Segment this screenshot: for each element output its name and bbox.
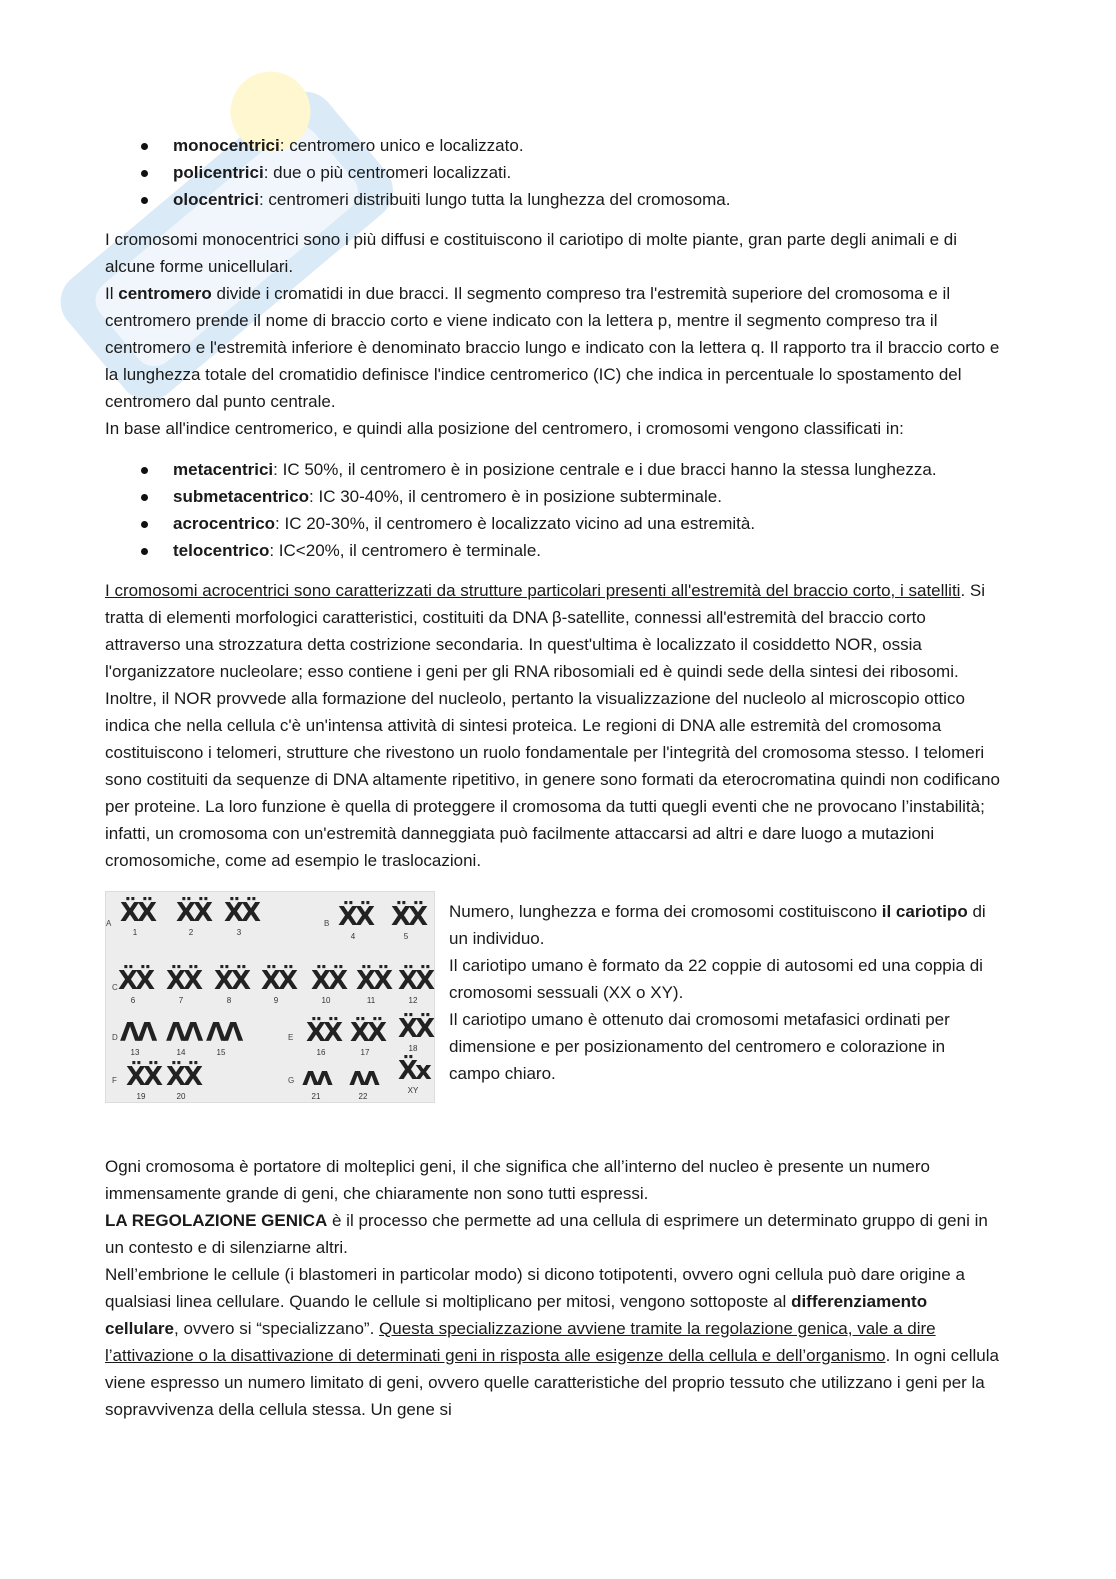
- chromosome-glyph: ΛΛ: [206, 1018, 241, 1048]
- chromosome-pair: [261, 966, 296, 1006]
- chromosome-pair: [301, 1062, 331, 1102]
- chromosome-pair: [120, 1018, 155, 1058]
- chromosome-number: 13: [130, 1048, 140, 1057]
- paragraph-centromere: Il centromero divide i cromatidi in due bracci. Il segmento compreso tra l'estremità superiore del cromosoma e il centromero prende il nome di braccio corto e viene indicato con la lettera p, mentre il segmento compreso tra il centromero e l'estremità inferiore è denominato braccio lungo e indicato con la lettera q. Il rapporto tra il braccio corto e la lunghezza totale del cromatidio definisce l'indice centromerico (IC) che indica in percentuale lo spostamento del centromero dal punto centrale.: [105, 284, 1000, 411]
- chromosome-number: 15: [216, 1048, 226, 1057]
- chromosome-glyph: ẌẌ: [356, 966, 391, 996]
- chromosome-pair: [176, 898, 211, 938]
- chromosome-glyph: ẌẌ: [214, 966, 249, 996]
- karyotype-method: Il cariotipo umano è ottenuto dai cromosomi metafasici ordinati per dimensione e per posizionamento del centromero e colorazione in campo chiaro.: [449, 1010, 950, 1083]
- paragraph-acrocentric: I cromosomi acrocentrici sono caratterizzati da strutture particolari presenti all'estremità del braccio corto, i satelliti. Si tratta di elementi morfologici caratteristici, costituiti da DNA β-satellite, connessi all'estremità del braccio corto attraverso una strozzatura detta costrizione secondaria. In quest'ultima è localizzato il cosiddetto NOR, ossia l'organizzatore nucleolare; esso contiene i geni per gli RNA ribosomiali ed è quindi sede della sintesi dei ribosomi. Inoltre, il NOR provvede alla formazione del nucleolo, pertanto la visualizzazione del nucleolo al microscopio ottico indica che nella cellula c'è un'intensa attività di sintesi proteica. Le regioni di DNA alle estremità del cromosoma costituiscono i telomeri, strutture che rivestono un ruolo fondamentale per l'integrità del cromosoma stesso. I telomeri sono costituiti da sequenze di DNA altamente ripetitivo, in genere sono formati da eterocromatina quindi non codificano per proteine. La loro funzione è quella di proteggere il cromosoma da tutti quegli eventi che ne provocano l’instabilità; infatti, un cromosoma con un'estremità danneggiata può facilmente attaccarsi ad altri e dare luogo a mutazioni cromosomiche, come ad esempio le traslocazioni.: [105, 581, 1000, 870]
- chromosome-number: 11: [366, 996, 376, 1005]
- chromosome-number: 2: [188, 928, 194, 937]
- karyotype-human: Il cariotipo umano è formato da 22 coppie di autosomi ed una coppia di cromosomi sessuali (XX o XY).: [449, 956, 983, 1002]
- chromosome-pair: [166, 966, 201, 1006]
- list-item: monocentrici: centromero unico e localizzato.: [105, 132, 1005, 159]
- karyogram-group-letter: F: [112, 1076, 117, 1085]
- chromosome-pair: [166, 1018, 201, 1058]
- chromosome-number: 8: [226, 996, 232, 1005]
- chromosome-number: 16: [316, 1048, 326, 1057]
- chromosome-number: 4: [350, 932, 356, 941]
- chromosome-glyph: ẌẌ: [398, 1014, 433, 1044]
- list-item: submetacentrico: IC 30-40%, il centromero è in posizione subterminale.: [105, 483, 1005, 510]
- karyogram-group-letter: A: [106, 919, 112, 928]
- chromosome-glyph: ẌẌ: [224, 898, 259, 928]
- list-item: metacentrici: IC 50%, il centromero è in posizione centrale e i due bracci hanno la stessa lunghezza.: [105, 456, 1005, 483]
- list-item: telocentrico: IC<20%, il centromero è terminale.: [105, 537, 1005, 564]
- chromosome-pair: [356, 966, 391, 1006]
- chromosome-number: 22: [358, 1092, 368, 1101]
- chromosome-number: 5: [403, 932, 409, 941]
- chromosome-pair: [350, 1018, 385, 1058]
- chromosome-pair: [214, 966, 249, 1006]
- list-item: policentrici: due o più centromeri localizzati.: [105, 159, 1005, 186]
- chromosome-pair: [224, 898, 259, 938]
- karyogram-group-letter: C: [112, 983, 118, 992]
- chromosome-pair: [311, 966, 346, 1006]
- paragraph-classification: In base all'indice centromerico, e quindi alla posizione del centromero, i cromosomi vengono classificati in:: [105, 419, 904, 438]
- chromosome-glyph: ΛΛ: [166, 1018, 201, 1048]
- chromosome-glyph: ẌẌ: [311, 966, 346, 996]
- karyotype-description: [449, 898, 989, 1103]
- chromosome-glyph: ẌẌ: [261, 966, 296, 996]
- list-item: olocentrici: centromeri distribuiti lungo tutta la lunghezza del cromosoma.: [105, 186, 1005, 213]
- document-page: [105, 132, 1005, 1423]
- karyotype-section: [105, 891, 1005, 1103]
- chromosome-pair: [398, 966, 433, 1006]
- chromosome-pair: [398, 1056, 428, 1096]
- chromosome-glyph: ẌẌ: [176, 898, 211, 928]
- chromosome-glyph: ẌẌ: [126, 1062, 161, 1092]
- paragraph-gene-regulation: LA REGOLAZIONE GENICA è il processo che permette ad una cellula di esprimere un determinato gruppo di geni in un contesto e di silenziarne altri.: [105, 1211, 988, 1257]
- chromosome-glyph: ẌẌ: [166, 966, 201, 996]
- chromosome-glyph: ẌẌ: [118, 966, 153, 996]
- chromosome-pair: [348, 1062, 378, 1102]
- chromosome-pair: [391, 902, 426, 942]
- chromosome-number: 12: [408, 996, 418, 1005]
- chromosome-glyph: ẌẌ: [391, 902, 426, 932]
- chromosome-glyph: ẌẌ: [398, 966, 433, 996]
- chromosome-number: 14: [176, 1048, 186, 1057]
- chromosome-glyph: ẌẌ: [338, 902, 373, 932]
- karyogram-image: [105, 891, 435, 1103]
- centromere-count-list: [105, 132, 1005, 213]
- karyotype-definition: Numero, lunghezza e forma dei cromosomi costituiscono il cariotipo di un individuo.: [449, 902, 986, 948]
- chromosome-pair: [398, 1014, 433, 1054]
- karyogram-group-letter: B: [324, 919, 330, 928]
- chromosome-pair: [120, 898, 155, 938]
- chromosome-pair: [118, 966, 153, 1006]
- chromosome-number: XY: [407, 1086, 419, 1095]
- chromosome-pair: [166, 1062, 201, 1102]
- list-item: acrocentrico: IC 20-30%, il centromero è localizzato vicino ad una estremità.: [105, 510, 1005, 537]
- karyogram-group-letter: D: [112, 1033, 118, 1042]
- chromosome-glyph: ẌẌ: [350, 1018, 385, 1048]
- chromosome-pair: [306, 1018, 341, 1058]
- chromosome-number: 6: [130, 996, 136, 1005]
- chromosome-pair: [338, 902, 373, 942]
- chromosome-number: 3: [236, 928, 242, 937]
- chromosome-glyph: ʌʌ: [349, 1062, 377, 1092]
- chromosome-glyph: ẌẌ: [306, 1018, 341, 1048]
- chromosome-glyph: ʌʌ: [302, 1062, 330, 1092]
- chromosome-number: 20: [176, 1092, 186, 1101]
- karyogram-group-letter: G: [288, 1076, 295, 1085]
- chromosome-number: 19: [136, 1092, 146, 1101]
- chromosome-number: 21: [311, 1092, 321, 1101]
- paragraph-embryo: Nell’embrione le cellule (i blastomeri in particolar modo) si dicono totipotenti, ovvero ogni cellula può dare origine a qualsiasi linea cellulare. Quando le cellule si moltiplicano per mitosi, vengono sottoposte al differenziamento cellulare, ovvero si “specializzano”. Questa specializzazione avviene tramite la regolazione genica, vale a dire l’attivazione o la disattivazione di determinati geni in risposta alle esigenze della cellula e dell’organismo. In ogni cellula viene espresso un numero limitato di geni, ovvero quelle caratteristiche del proprio tessuto che utilizzano i geni per la sopravvivenza della cellula stessa. Un gene si: [105, 1265, 999, 1419]
- chromosome-glyph: ΛΛ: [120, 1018, 155, 1048]
- karyogram-group-letter: E: [288, 1033, 294, 1042]
- paragraph-genes: Ogni cromosoma è portatore di molteplici geni, il che significa che all’interno del nucleo è presente un numero immensamente grande di geni, che chiaramente non sono tutti espressi.: [105, 1157, 930, 1203]
- chromosome-number: 1: [132, 928, 138, 937]
- chromosome-number: 18: [408, 1044, 418, 1053]
- chromosome-number: 9: [273, 996, 279, 1005]
- chromosome-glyph: ẌẌ: [166, 1062, 201, 1092]
- chromosome-number: 10: [321, 996, 331, 1005]
- centromere-position-list: [105, 456, 1005, 564]
- chromosome-pair: [126, 1062, 161, 1102]
- chromosome-glyph: Ẍx: [398, 1056, 429, 1086]
- chromosome-glyph: ẌẌ: [120, 898, 155, 928]
- chromosome-number: 7: [178, 996, 184, 1005]
- paragraph-monocentric: I cromosomi monocentrici sono i più diffusi e costituiscono il cariotipo di molte piante, gran parte degli animali e di alcune forme unicellulari.: [105, 230, 958, 276]
- chromosome-number: 17: [360, 1048, 370, 1057]
- chromosome-pair: [206, 1018, 241, 1058]
